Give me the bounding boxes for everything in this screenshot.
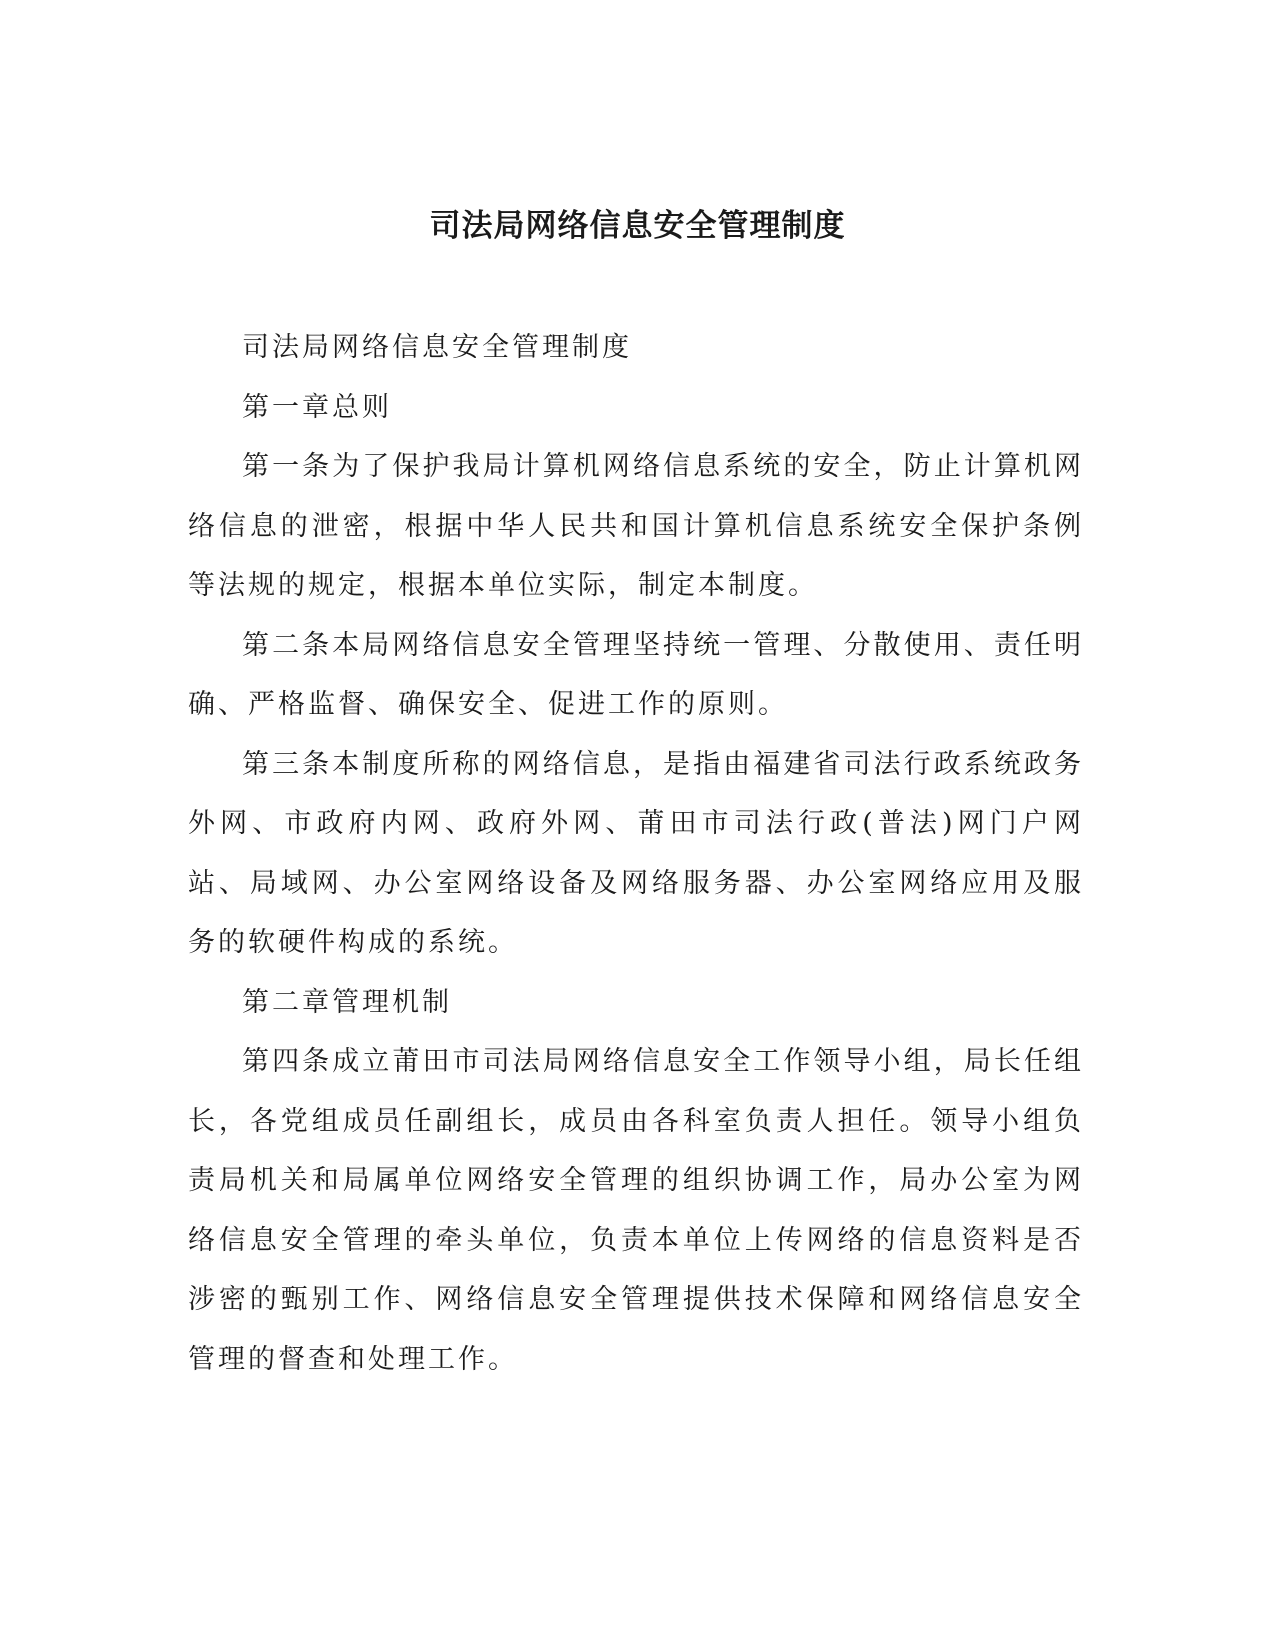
paragraph-chapter-1-heading: 第一章总则 (242, 391, 392, 423)
paragraph-article-4: 第四条成立莆田市司法局网络信息安全工作领导小组，局长任组长，各党组成员任副组长，成员由各科室负责人担任。领导小组负责局机关和局属单位网络安全管理的组织协调工作，局办公室为网络信息安全管理的牵头单位，负责本单位上传网络的信息资料是否涉密的甄别工作、网络信息安全管理提供技术保障和网络信息安全管理的督查和处理工作。 (188, 1046, 1084, 1375)
document-body (188, 318, 1084, 1389)
paragraph-chapter-2-heading: 第二章管理机制 (242, 986, 452, 1018)
paragraph-subtitle: 司法局网络信息安全管理制度 (242, 332, 632, 363)
paragraph-article-1: 第一条为了保护我局计算机网络信息系统的安全，防止计算机网络信息的泄密，根据中华人民共和国计算机信息系统安全保护条例等法规的规定，根据本单位实际，制定本制度。 (188, 451, 1084, 601)
paragraph-article-3: 第三条本制度所称的网络信息，是指由福建省司法行政系统政务外网、市政府内网、政府外网、莆田市司法行政(普法)网门户网站、局域网、办公室网络设备及网络服务器、办公室网络应用及服务的软硬件构成的系统。 (188, 748, 1084, 958)
page-title: 司法局网络信息安全管理制度 (429, 208, 846, 244)
paragraph-article-2: 第二条本局网络信息安全管理坚持统一管理、分散使用、责任明确、严格监督、确保安全、促进工作的原则。 (188, 629, 1084, 720)
